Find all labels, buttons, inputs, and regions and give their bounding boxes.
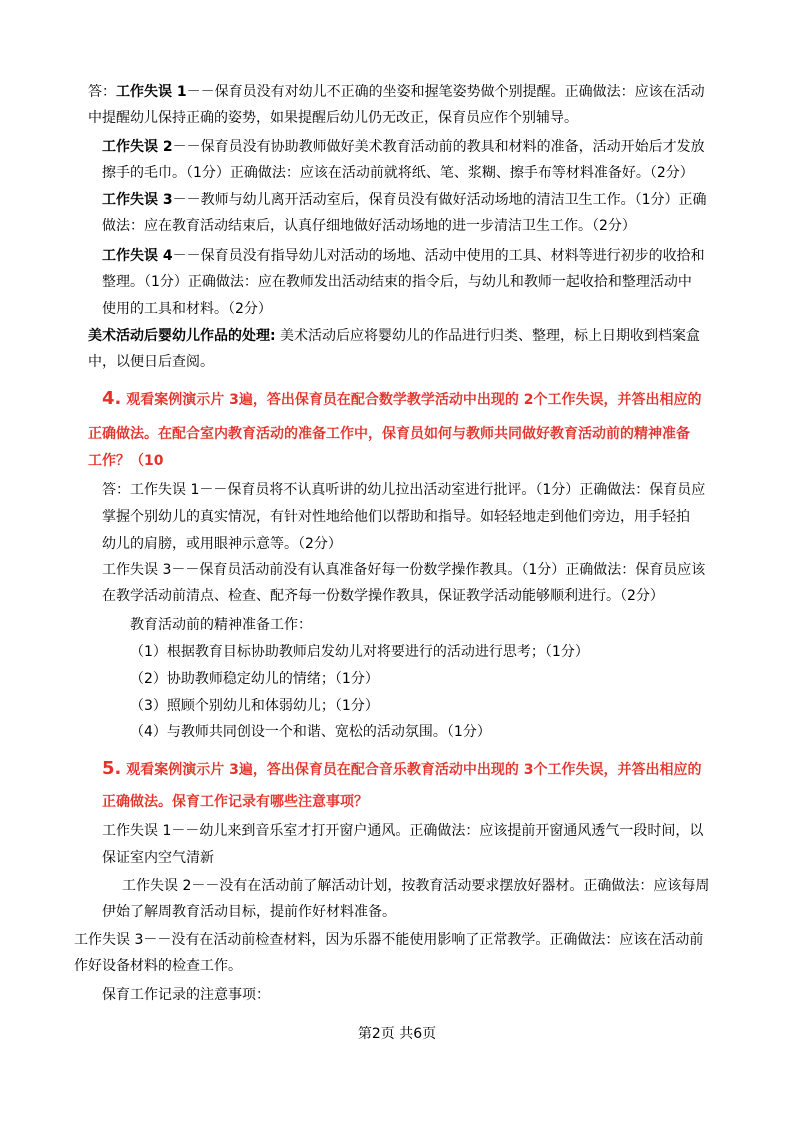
list-item: （1）根据教育目标协助教师启发幼儿对将要进行的活动进行思考；（1分） [130,644,589,660]
answer-line: 伊始了解周教育活动目标，提前作好材料准备。 [102,904,396,920]
list-item: （2）协助教师稳定幼儿的情绪；（1分） [130,671,379,687]
answer-line: 做法：应在教育活动结束后，认真仔细地做好活动场地的进一步清洁卫生工作。（2分） [102,218,636,234]
answer-line: 答：工作失误 1－－保育员将不认真听讲的幼儿拉出活动室进行批评。（1分）正确做法：保育员应 [102,482,706,498]
answer-subheading: 保育工作记录的注意事项： [102,987,270,1003]
answer-line: 擦手的毛巾。（1分）正确做法：应该在活动前就将纸、笔、浆糊、擦手布等材料准备好。（2分） [102,165,694,181]
question-5: 5. 观看案例演示片 3遍，答出保育员在配合音乐教育活动中出现的 3个工作失误，并答出相应的 [102,758,702,779]
error-heading: 工作失误 4 [102,248,173,264]
answer-line: 工作失误 2－－没有在活动前了解活动计划，按教育活动要求摆放好器材。正确做法：应该每周 [122,878,710,894]
answer-line: 工作失误 3－－保育员活动前没有认真准备好每一份数学操作教具。（1分）正确做法：保育员应该 [102,562,706,578]
question-number: 5. [102,758,122,779]
question-4-line: 正确做法。在配合室内教育活动的准备工作中，保育员如何与教师共同做好教育活动前的精神准备 [88,426,690,442]
answer-line: 幼儿的肩膀，或用眼神示意等。（2分） [102,536,342,552]
answer-line: 在教学活动前清点、检查、配齐每一份数学操作教具，保证教学活动能够顺利进行。（2分） [102,588,664,604]
error-heading: 工作失误 3 [102,192,173,208]
answer-line: 保证室内空气清新 [102,850,214,866]
question-4-line: 工作？（10 [88,453,164,469]
answer-subheading: 教育活动前的精神准备工作： [130,617,312,633]
question-4: 4. 观看案例演示片 3遍，答出保育员在配合数学教学活动中出现的 2个工作失误，并答出相应的 [102,388,702,409]
answer-line: 工作失误 2－－保育员没有协助教师做好美术教育活动前的教具和材料的准备，活动开始后才发放 [102,139,705,155]
question-number: 4. [102,388,122,409]
section-heading: 美术活动后婴幼儿作品的处理: [88,328,276,344]
answer-line: 中，以便日后查阅。 [88,354,214,370]
answer-line: 整理。（1分）正确做法：应在教师发出活动结束的指令后，与幼儿和教师一起收拾和整理活动中 [102,274,692,290]
answer-line: 美术活动后婴幼儿作品的处理: 美术活动后应将婴幼儿的作品进行归类、整理，标上日期收到档案盒 [88,328,701,344]
answer-line: 掌握个别幼儿的真实情况，有针对性地给他们以帮助和指导。如轻轻地走到他们旁边，用手轻拍 [102,509,690,525]
answer-line: 作好设备材料的检查工作。 [74,958,242,974]
page-footer: 第2页 共6页 [357,1026,437,1042]
answer-line: 工作失误 3－－教师与幼儿离开活动室后，保育员没有做好活动场地的清洁卫生工作。（1分）正确 [102,192,707,208]
answer-line: 中提醒幼儿保持正确的姿势，如果提醒后幼儿仍无改正，保育员应作个别辅导。 [88,110,578,126]
list-item: （4）与教师共同创设一个和谐、宽松的活动氛围。（1分） [130,724,491,740]
answer-line: 工作失误 4－－保育员没有指导幼儿对活动的场地、活动中使用的工具、材料等进行初步的收拾和 [102,248,705,264]
answer-line: 使用的工具和材料。（2分） [102,301,272,317]
error-heading: 工作失误 2 [102,139,173,155]
list-item: （3）照顾个别幼儿和体弱幼儿；（1分） [130,698,379,714]
error-heading: 工作失误 1 [116,84,187,100]
answer-line: 工作失误 1－－幼儿来到音乐室才打开窗户通风。正确做法：应该提前开窗通风透气一段时间，以 [102,823,704,839]
answer-line: 工作失误 3－－没有在活动前检查材料，因为乐器不能使用影响了正常教学。正确做法：应该在活动前 [74,932,704,948]
answer-line: 答：工作失误 1－－保育员没有对幼儿不正确的坐姿和握笔姿势做个别提醒。正确做法：应该在活动 [88,84,705,100]
question-5-line: 正确做法。保育工作记录有哪些注意事项？ [102,794,368,810]
